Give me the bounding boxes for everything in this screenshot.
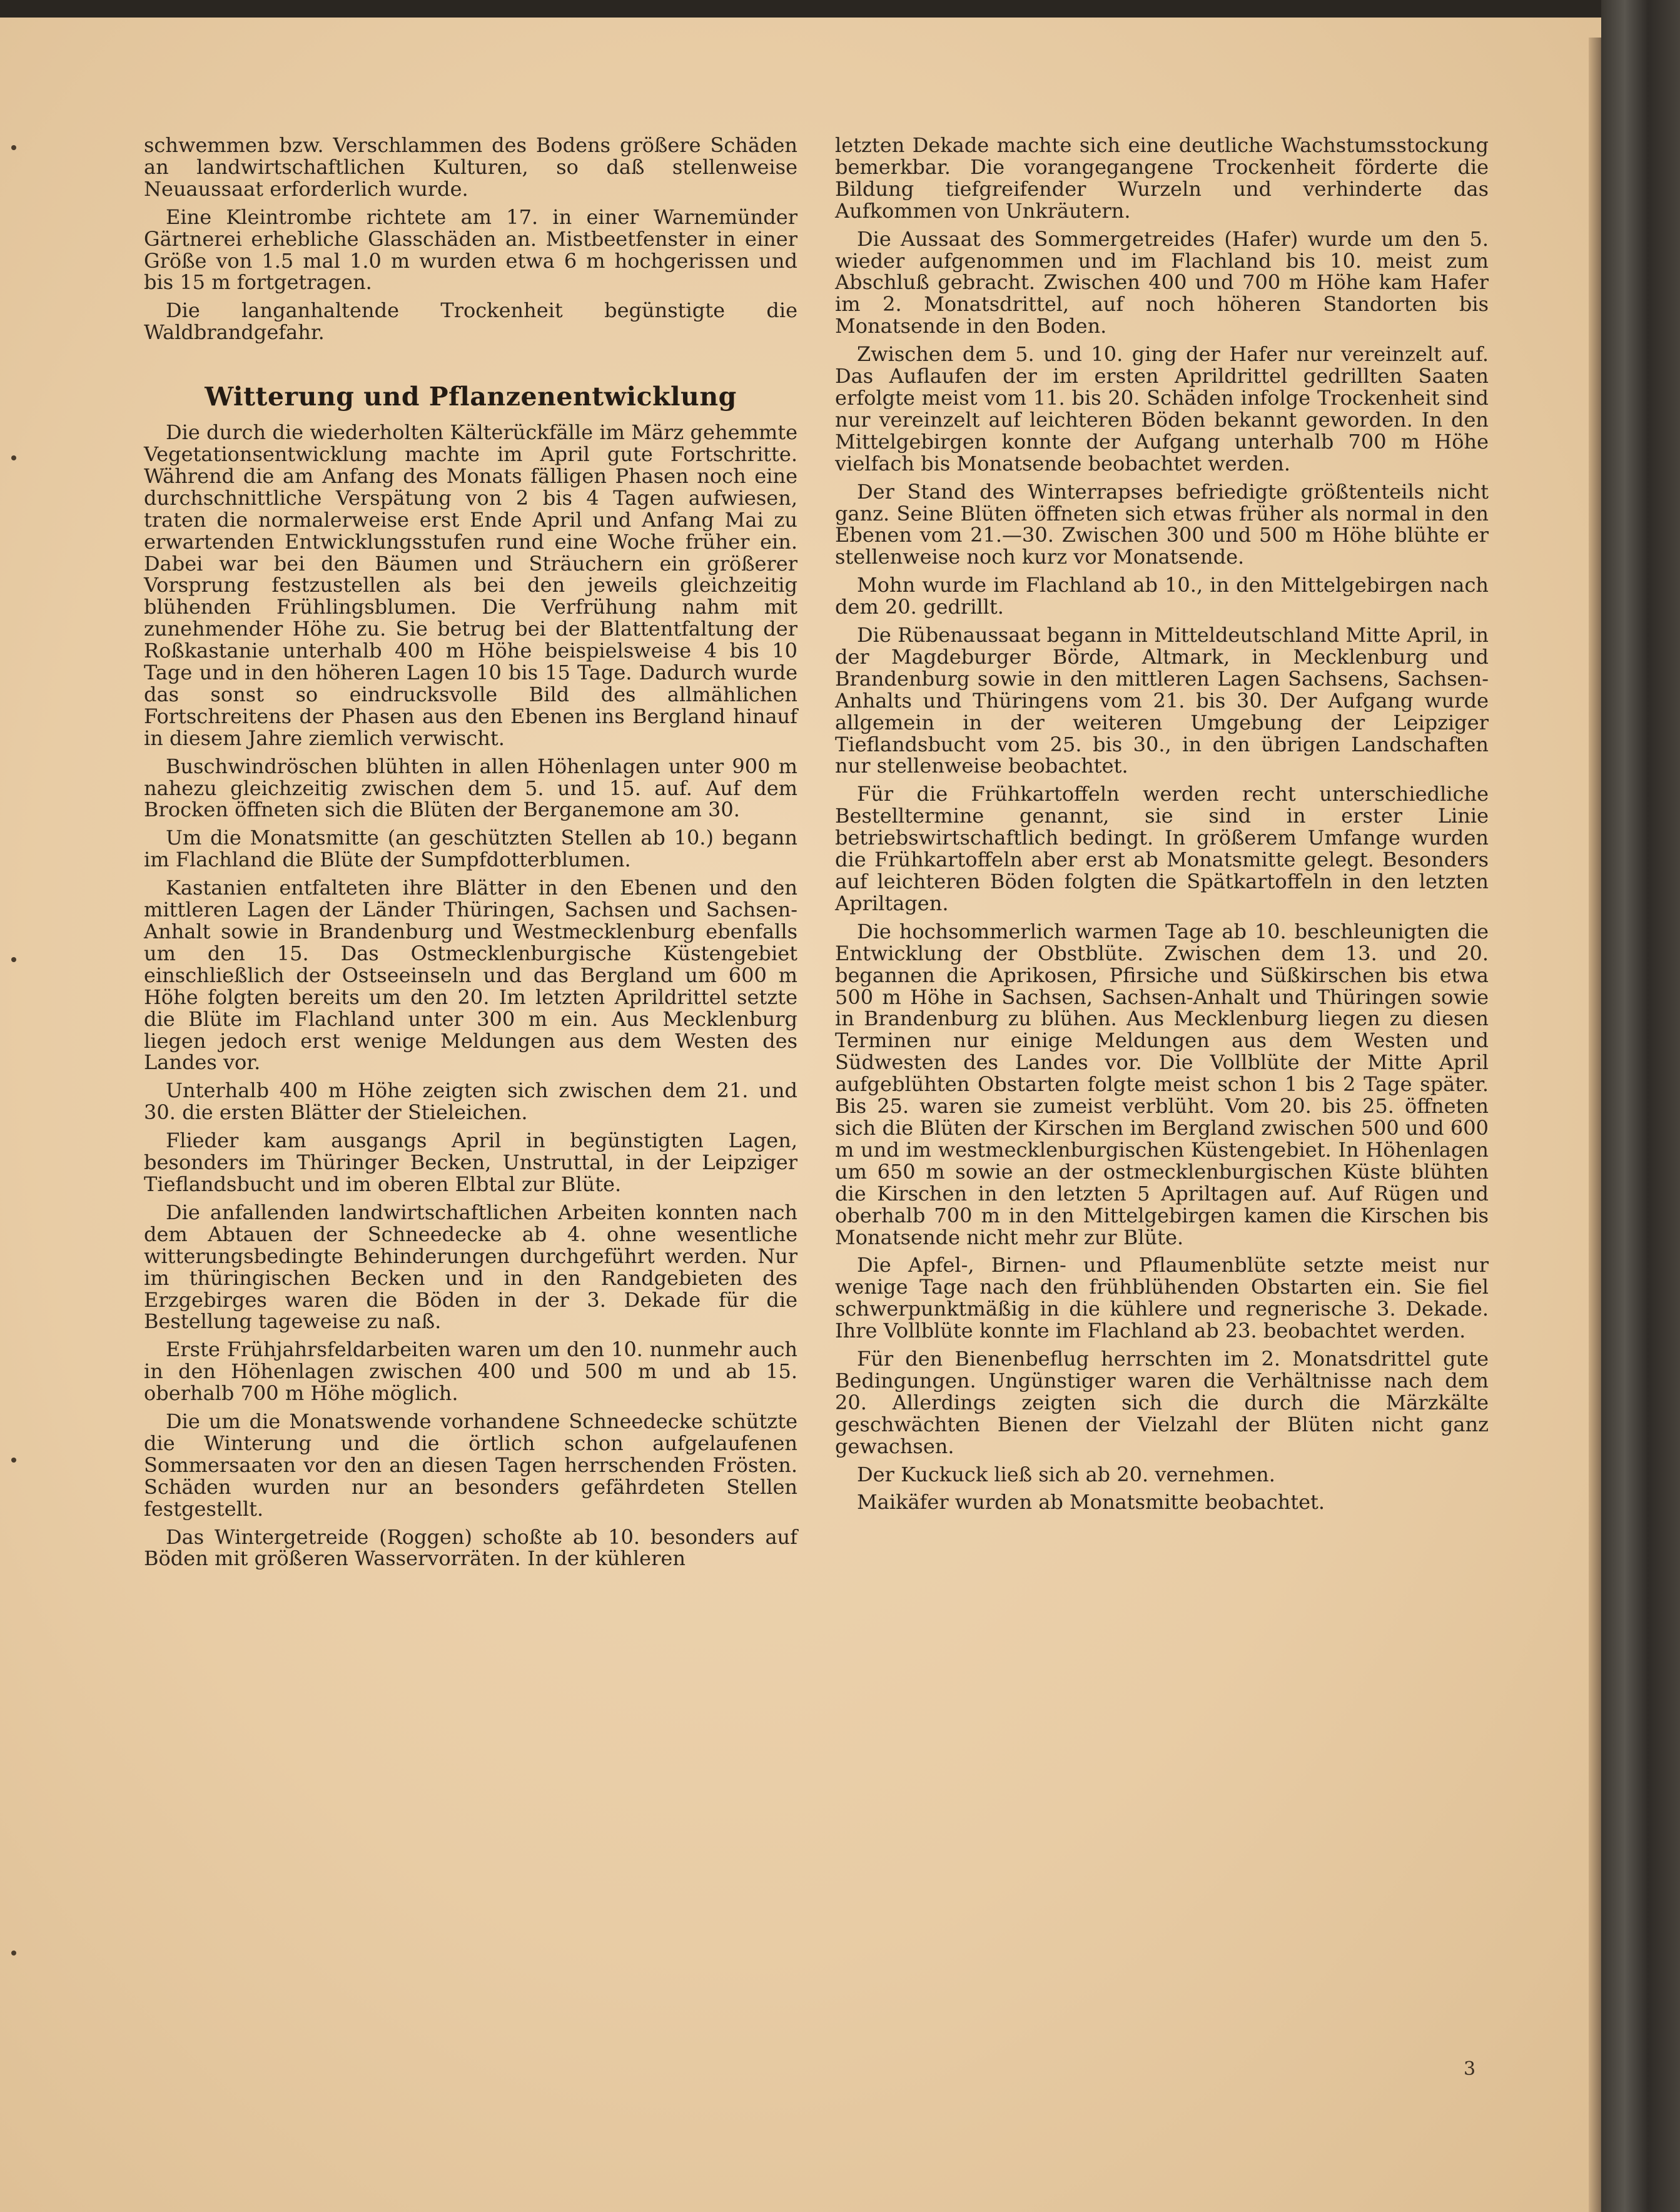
paragraph: Zwischen dem 5. und 10. ging der Hafer nur vereinzelt auf. Das Auflaufen der im ersten Aprildrittel gedrillten Saaten erfolgte meist vom 11. bis 20. Schäden infolge Trockenheit sind nur vereinzelt auf leichteren Böden bekannt geworden. In den Mittelgebirgen konnte der Aufgang unterhalb 700 m Höhe vielfach bis Monatsende beobachtet werden.: [835, 342, 1489, 475]
binding-hole-mark: [11, 455, 16, 460]
paragraph: Die Rübenaussaat begann in Mitteldeutschland Mitte April, in der Magdeburger Börde, Altmark, in Mecklenburg und Brandenburg sowie in den mittleren Lagen Sachsens, Sachsen-Anhalts und Thüringens vom 21. bis 30. Der Aufgang wurde allgemein in der weiteren Umgebung der Leipziger Tieflandsbucht vom 25. bis 30., in den übrigen Landschaften nur stellenweise beobachtet.: [835, 623, 1489, 778]
left-text-column: [144, 134, 797, 1576]
paragraph: Die hochsommerlich warmen Tage ab 10. beschleunigten die Entwicklung der Obstblüte. Zwischen dem 13. und 20. begannen die Aprikosen, Pfirsiche und Süßkirschen bis etwa 500 m Höhe in Sachsen, Sachsen-Anhalt und Thüringen sowie in Brandenburg zu blühen. Aus Mecklenburg liegen zu diesen Terminen nur einige Meldungen aus dem Westen und Südwesten des Landes vor. Die Vollblüte der Mitte April aufgeblühten Obstarten folgte meist schon 1 bis 2 Tage später. Bis 25. waren sie zumeist verblüht. Vom 20. bis 25. öffneten sich die Blüten der Kirschen im Bergland zwischen 500 und 600 m und im westmecklenburgischen Küstengebiet. In Höhenlagen um 650 m sowie an der ostmecklenburgischen Küste blühten die Kirschen in den letzten 5 Apriltagen auf. Auf Rügen und oberhalb 700 m in den Mittelgebirgen kamen die Kirschen bis Monatsende nicht mehr zur Blüte.: [835, 919, 1489, 1249]
binding-hole-mark: [11, 1458, 16, 1463]
paragraph: Das Wintergetreide (Roggen) schoßte ab 10. besonders auf Böden mit größeren Wasservorräten. In der kühleren: [144, 1525, 797, 1571]
paragraph: Die Apfel-, Birnen- und Pflaumenblüte setzte meist nur wenige Tage nach den frühblühenden Obstarten ein. Sie fiel schwerpunktmäßig in die kühlere und regnerische 3. Dekade. Ihre Vollblüte konnte im Flachland ab 23. beobachtet werden.: [835, 1253, 1489, 1343]
paragraph: Der Stand des Winterrapses befriedigte größtenteils nicht ganz. Seine Blüten öffneten sich etwas früher als normal in den Ebenen vom 21.—30. Zwischen 300 und 500 m Höhe blühte er stellenweise noch kurz vor Monatsende.: [835, 479, 1489, 569]
paragraph: Die Aussaat des Sommergetreides (Hafer) wurde um den 5. wieder aufgenommen und im Flachland bis 10. meist zum Abschluß gebracht. Zwischen 400 und 700 m Höhe kam Hafer im 2. Monatsdrittel, auf noch höheren Standorten bis Monatsende in den Boden.: [835, 226, 1489, 338]
binding-hole-mark: [11, 145, 16, 150]
paragraph: Buschwindröschen blühten in allen Höhenlagen unter 900 m nahezu gleichzeitig zwischen dem 5. und 15. auf. Auf dem Brocken öffneten sich die Blüten der Berganemone am 30.: [144, 754, 797, 822]
paragraph: schwemmen bzw. Verschlammen des Bodens größere Schäden an landwirtschaftlichen Kulturen, so daß stellenweise Neuaussaat erforderlich wurde.: [144, 133, 797, 201]
binding-hole-mark: [11, 957, 16, 962]
paragraph: Der Kuckuck ließ sich ab 20. vernehmen.: [857, 1462, 1275, 1486]
binding-hole-mark: [11, 1951, 16, 1956]
paragraph: Unterhalb 400 m Höhe zeigten sich zwischen dem 21. und 30. die ersten Blätter der Stieleichen.: [144, 1078, 797, 1125]
paragraph: letzten Dekade machte sich eine deutliche Wachstumsstockung bemerkbar. Die vorangegangene Trockenheit förderte die Bildung tiefgreifender Wurzeln und verhinderte das Aufkommen von Unkräutern.: [835, 133, 1489, 223]
right-text-column: [835, 134, 1489, 1519]
page-number: 3: [1464, 2058, 1476, 2080]
paragraph: Für die Frühkartoffeln werden recht unterschiedliche Bestelltermine genannt, sie sind in erster Linie betriebswirtschaftlich bedingt. In größerem Umfange wurden die Frühkartoffeln aber erst ab Monatsmitte gelegt. Besonders auf leichteren Böden folgten die Spätkartoffeln in den letzten Apriltagen.: [835, 782, 1489, 915]
paragraph: Die durch die wiederholten Kälterückfälle im März gehemmte Vegetationsentwicklung machte im April gute Fortschritte. Während die am Anfang des Monats fälligen Phasen noch eine durchschnittliche Verspätung von 2 bis 4 Tagen aufwiesen, traten die normalerweise erst Ende April und Anfang Mai zu erwartenden Entwicklungsstufen rund eine Woche früher ein. Dabei war bei den Bäumen und Sträuchern ein größerer Vorsprung festzustellen als bei den jeweils gleichzeitig blühenden Frühlingsblumen. Die Verfrühung nahm mit zunehmender Höhe zu. Sie betrug bei der Blattentfaltung der Roßkastanie unterhalb 400 m Höhe beispielsweise 4 bis 10 Tage und in den höheren Lagen 10 bis 15 Tage. Dadurch wurde das sonst so eindrucksvolle Bild des allmählichen Fortschreitens der Phasen aus den Ebenen ins Bergland hinauf in diesem Jahre ziemlich verwischt.: [144, 420, 797, 750]
paragraph: Mohn wurde im Flachland ab 10., in den Mittelgebirgen nach dem 20. gedrillt.: [835, 573, 1489, 619]
paragraph: Um die Monatsmitte (an geschützten Stellen ab 10.) begann im Flachland die Blüte der Sumpfdotterblumen.: [144, 826, 797, 872]
paragraph: Maikäfer wurden ab Monatsmitte beobachtet.: [857, 1490, 1325, 1514]
paragraph: Eine Kleintrombe richtete am 17. in einer Warnemünder Gärtnerei erhebliche Glasschäden an. Mistbeetfenster in einer Größe von 1.5 mal 1.0 m wurden etwa 6 m hochgerissen und bis 15 m fortgetragen.: [144, 205, 797, 295]
book-spine: [1601, 0, 1680, 2212]
paragraph: Kastanien entfalteten ihre Blätter in den Ebenen und den mittleren Lagen der Länder Thüringen, Sachsen und Sachsen-Anhalt sowie in Brandenburg und Westmecklenburg ebenfalls um den 15. Das Ostmecklenburgische Küstengebiet einschließlich der Ostseeinseln und das Bergland um 600 m Höhe folgten bereits um den 20. Im letzten Aprildrittel setzte die Blüte im Flachland unter 300 m ein. Aus Mecklenburg liegen jedoch erst wenige Meldungen aus dem Westen des Landes vor.: [144, 876, 797, 1075]
paragraph: Für den Bienenbeflug herrschten im 2. Monatsdrittel gute Bedingungen. Ungünstiger waren die Verhältnisse nach dem 20. Allerdings zeigten sich die durch die Märzkälte geschwächten Bienen der Vielzahl der Blüten nicht ganz gewachsen.: [835, 1347, 1489, 1458]
paragraph: Die anfallenden landwirtschaftlichen Arbeiten konnten nach dem Abtauen der Schneedecke ab 4. ohne wesentliche witterungsbedingte Behinderungen durchgeführt werden. Nur im thüringischen Becken und in den Randgebieten des Erzgebirges waren die Böden in der 3. Dekade für die Bestellung tageweise zu naß.: [144, 1200, 797, 1334]
paragraph: Flieder kam ausgangs April in begünstigten Lagen, besonders im Thüringer Becken, Unstruttal, in der Leipziger Tieflandsbucht und im oberen Elbtal zur Blüte.: [144, 1129, 797, 1196]
paragraph: Die um die Monatswende vorhandene Schneedecke schützte die Winterung und die örtlich schon aufgelaufenen Sommersaaten vor den an diesen Tagen herrschenden Frösten. Schäden wurden nur an besonders gefährdeten Stellen festgestellt.: [144, 1409, 797, 1521]
section-heading: Witterung und Pflanzenentwicklung: [205, 382, 737, 412]
paragraph: Erste Frühjahrsfeldarbeiten waren um den 10. nunmehr auch in den Höhenlagen zwischen 400 und 500 m und ab 15. oberhalb 700 m Höhe möglich.: [144, 1337, 797, 1406]
paragraph: Die langanhaltende Trockenheit begünstigte die Waldbrandgefahr.: [144, 298, 797, 345]
